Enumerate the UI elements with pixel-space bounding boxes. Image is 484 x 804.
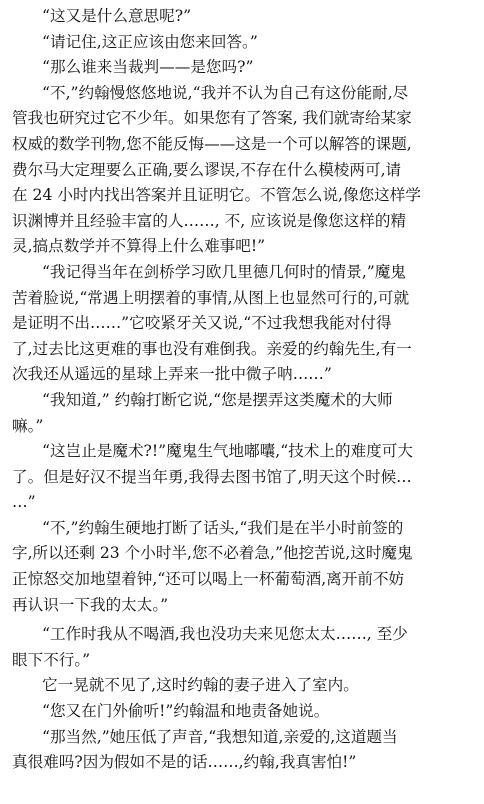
text-line: 识渊博并且经验丰富的人……, 不, 应该说是像您这样的精 xyxy=(12,211,407,230)
text-line: 权威的数学刊物,您不能反悔——这是一个可以解答的课题, xyxy=(12,134,412,153)
text-line: 再认识一下我的太太。” xyxy=(12,595,169,614)
paragraph xyxy=(12,725,474,776)
paragraph xyxy=(12,439,474,516)
text-line: 在 24 小时内找出答案并且证明它。不管怎么说,像您这样学 xyxy=(12,186,421,205)
text-line: 灵,搞点数学并不算得上什么难事吧!” xyxy=(12,237,266,256)
text-line: “这又是什么意思呢?” xyxy=(42,7,192,25)
text-line: 嘛。” xyxy=(12,416,44,435)
text-line: “这岂止是魔术?!”魔鬼生气地嘟囔,“技术上的难度可大 xyxy=(42,442,413,461)
paragraph xyxy=(12,260,474,388)
text-line: 次我还从遥远的星球上弄来一批中微子呐……” xyxy=(12,365,332,384)
paragraph xyxy=(12,622,474,673)
paragraph xyxy=(12,4,474,30)
text-line: “那当然,”她压低了声音,“我想知道,亲爱的,这道题当 xyxy=(42,727,398,746)
text-line: 了,过去比这更难的事也没有难倒我。亲爱的约翰先生,有一 xyxy=(12,339,412,358)
text-line: 眼下不行。” xyxy=(12,650,91,669)
text-line: “工作时我从不喝酒,我也没功夫来见您太太……, 至少 xyxy=(42,625,408,644)
paragraph xyxy=(12,81,474,260)
text-line: 字,所以还剩 23 个小时半,您不必着急,”他挖苦说,这时魔鬼 xyxy=(12,544,413,563)
text-line: 费尔马大定理要么正确,要么谬误,不存在什么模棱两可,请 xyxy=(12,160,402,179)
text-line: 了。但是好汉不提当年勇,我得去图书馆了,明天这个时候… xyxy=(12,467,412,486)
text-line: 真很难吗?因为假如不是的话……,约翰,我真害怕!” xyxy=(12,753,357,772)
text-line: “不,”约翰慢悠悠地说,“我并不认为自己有这份能耐,尽 xyxy=(42,83,409,102)
paragraph xyxy=(12,699,474,725)
paragraph xyxy=(12,673,474,699)
text-line: “我知道,” 约翰打断它说,“您是摆弄这类魔术的大师 xyxy=(42,390,393,409)
text-line: “请记住,这正应该由您来回答。” xyxy=(42,32,258,51)
text-line: “那么谁来当裁判——是您吗?” xyxy=(42,58,254,77)
paragraph xyxy=(12,516,474,618)
text-line: “您又在门外偷听!”约翰温和地责备她说。 xyxy=(42,702,330,721)
text-line: 它一晃就不见了,这时约翰的妻子进入了室内。 xyxy=(42,676,359,695)
paragraph xyxy=(12,388,474,439)
paragraph xyxy=(12,30,474,56)
text-line: 是证明不出……”它咬紧牙关又说,“不过我想我能对付得 xyxy=(12,314,392,333)
text-line: “我记得当年在剑桥学习欧几里德几何时的情景,”魔鬼 xyxy=(42,262,406,281)
text-line: …” xyxy=(12,493,36,512)
text-line: “不,”约翰生硬地打断了话头,“我们是在半小时前签的 xyxy=(42,518,404,537)
text-line: 苦着脸说,“常遇上明摆着的事情,从图上也显然可行的,可就 xyxy=(12,288,410,307)
paragraph xyxy=(12,55,474,81)
text-line: 管我也研究过它不少年。如果您有了答案, 我们就寄给某家 xyxy=(12,109,412,128)
text-line: 正惊怒交加地望着钟,“还可以喝上一杯葡萄酒,离开前不妨 xyxy=(12,570,405,589)
